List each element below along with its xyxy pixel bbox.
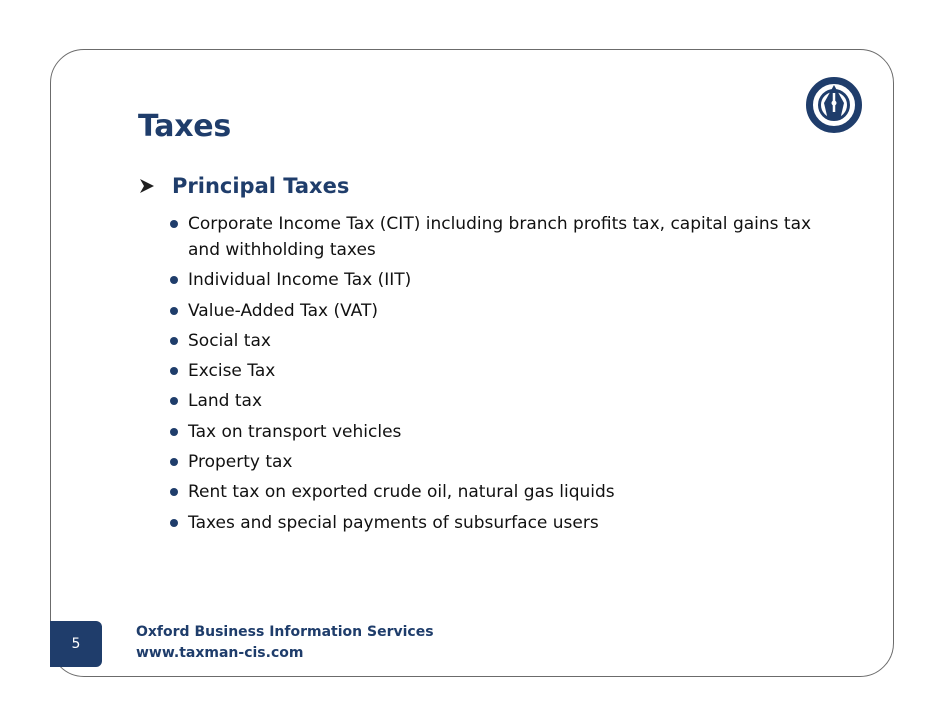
dot-bullet-icon bbox=[170, 488, 178, 496]
list-item bbox=[168, 449, 828, 475]
dot-bullet-icon bbox=[170, 458, 178, 466]
footer bbox=[136, 622, 434, 664]
list-item bbox=[168, 479, 828, 505]
footer-website: www.taxman-cis.com bbox=[136, 645, 304, 661]
dot-bullet-icon bbox=[170, 367, 178, 375]
page-number: 5 bbox=[50, 621, 102, 667]
slide-title: Taxes bbox=[138, 109, 231, 144]
list-item-text: Excise Tax bbox=[188, 361, 276, 382]
list-item bbox=[168, 388, 828, 414]
list-item bbox=[168, 419, 828, 445]
pen-nib-logo bbox=[806, 77, 862, 133]
footer-company: Oxford Business Information Services bbox=[136, 624, 434, 640]
list-item bbox=[168, 211, 828, 263]
subheading-text: Principal Taxes bbox=[172, 174, 350, 198]
list-item-text: Individual Income Tax (IIT) bbox=[188, 270, 412, 291]
dot-bullet-icon bbox=[170, 428, 178, 436]
list-item-text: Property tax bbox=[188, 452, 293, 473]
list-item bbox=[168, 267, 828, 293]
list-item-text: Land tax bbox=[188, 391, 263, 412]
list-item-text: Tax on transport vehicles bbox=[188, 421, 402, 442]
dot-bullet-icon bbox=[170, 519, 178, 527]
list-item bbox=[168, 328, 828, 354]
tax-list bbox=[168, 211, 828, 540]
dot-bullet-icon bbox=[170, 307, 178, 315]
list-item-text: Social tax bbox=[188, 330, 271, 351]
dot-bullet-icon bbox=[170, 337, 178, 345]
list-item bbox=[168, 298, 828, 324]
list-item-text: Value-Added Tax (VAT) bbox=[188, 300, 378, 321]
list-item bbox=[168, 358, 828, 384]
dot-bullet-icon bbox=[170, 276, 178, 284]
dot-bullet-icon bbox=[170, 220, 178, 228]
subheading bbox=[139, 171, 349, 201]
list-item bbox=[168, 510, 828, 536]
dot-bullet-icon bbox=[170, 397, 178, 405]
list-item-text: Rent tax on exported crude oil, natural gas liquids bbox=[188, 482, 615, 503]
arrow-bullet-icon bbox=[139, 178, 155, 194]
list-item-text: Taxes and special payments of subsurface users bbox=[188, 512, 599, 533]
list-item-text: Corporate Income Tax (CIT) including branch profits tax, capital gains tax and withholding taxes bbox=[188, 214, 812, 260]
